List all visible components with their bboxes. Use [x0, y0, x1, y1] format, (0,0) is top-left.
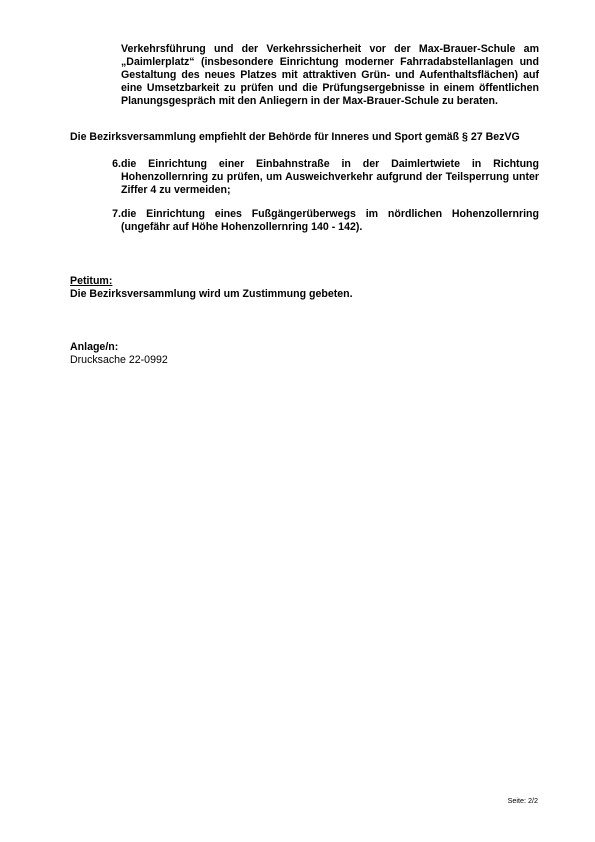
petitum-text: Die Bezirksversammlung wird um Zustimmung gebeten. [70, 288, 353, 301]
list-item-text: die Einrichtung eines Fußgängerüberwegs im nördlichen Hohenzollernring (ungefähr auf Höhe Hohenzollernring 140 - 142). [121, 208, 539, 234]
attachments-heading: Anlage/n: [70, 341, 119, 353]
list-item-number: 6. [112, 158, 121, 170]
page-number: Seite: 2/2 [507, 796, 538, 805]
list-item [100, 158, 540, 198]
attachments-section [70, 341, 540, 367]
attachments-text: Drucksache 22-0992 [70, 354, 168, 367]
list-item-number: 7. [112, 208, 121, 220]
continuation-paragraph: Verkehrsführung und der Verkehrssicherheit vor der Max-Brauer-Schule am „Daimlerplatz“ (insbesondere Einrichtung moderner Fahrradabstellanlagen und Gestaltung des neues Platzes mit attraktiven Grün- und Aufenthaltsflächen) auf eine Umsetzbarkeit zu prüfen und die Prüfungsergebnisse in einem öffentlichen Planungsgespräch mit den Anliegern in der Max-Brauer-Schule zu beraten. [121, 43, 539, 108]
petitum-section [70, 275, 540, 301]
list-item-text: die Einrichtung einer Einbahnstraße in der Daimlertwiete in Richtung Hohenzollernring zu prüfen, um Ausweichverkehr aufgrund der Teilsperrung unter Ziffer 4 zu vermeiden; [121, 158, 539, 197]
recommendation-intro: Die Bezirksversammlung empfiehlt der Behörde für Inneres und Sport gemäß § 27 BezVG [70, 131, 520, 143]
list-item [100, 208, 540, 236]
petitum-heading: Petitum: [70, 275, 113, 287]
